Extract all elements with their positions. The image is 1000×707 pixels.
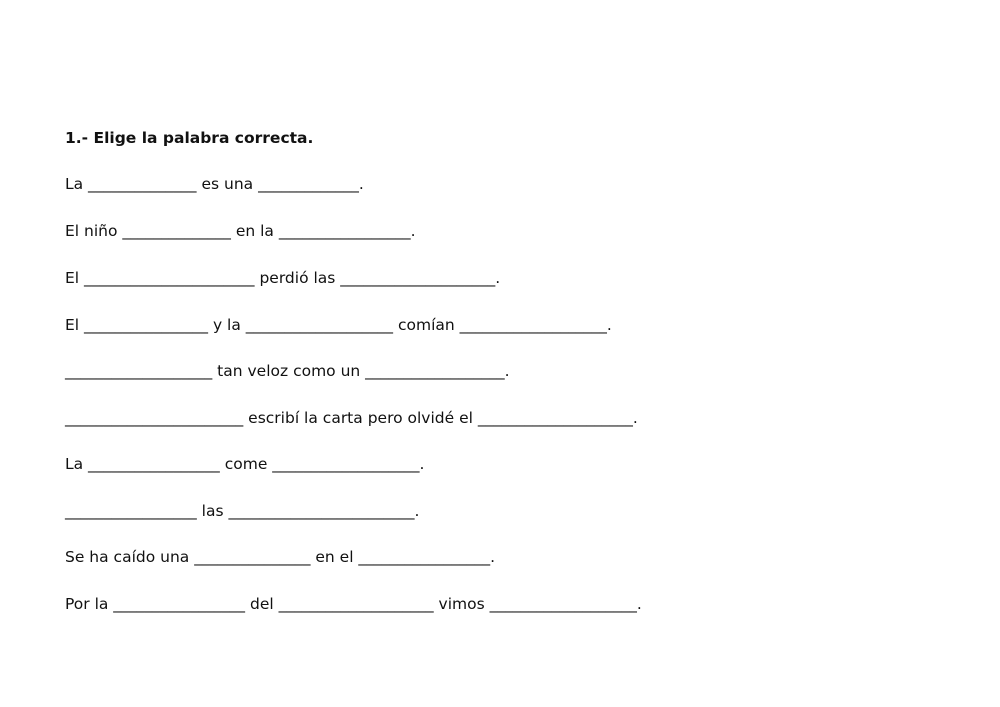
sentence-10: Por la _________________ del ____________________ vimos ___________________. xyxy=(65,595,642,613)
sentence-7: La _________________ come ___________________. xyxy=(65,455,425,473)
sentence-5: ___________________ tan veloz como un __________________. xyxy=(65,362,510,380)
sentence-8: _________________ las ________________________. xyxy=(65,502,420,520)
sentence-4: El ________________ y la ___________________ comían ___________________. xyxy=(65,316,612,334)
sentence-3: El ______________________ perdió las ____________________. xyxy=(65,269,501,287)
sentence-1: La ______________ es una _____________. xyxy=(65,175,364,193)
exercise-title: 1.- Elige la palabra correcta. xyxy=(65,129,314,147)
sentence-9: Se ha caído una _______________ en el _________________. xyxy=(65,548,496,566)
sentence-6: _______________________ escribí la carta pero olvidé el ____________________. xyxy=(65,409,638,427)
sentence-2: El niño ______________ en la _________________. xyxy=(65,222,416,240)
